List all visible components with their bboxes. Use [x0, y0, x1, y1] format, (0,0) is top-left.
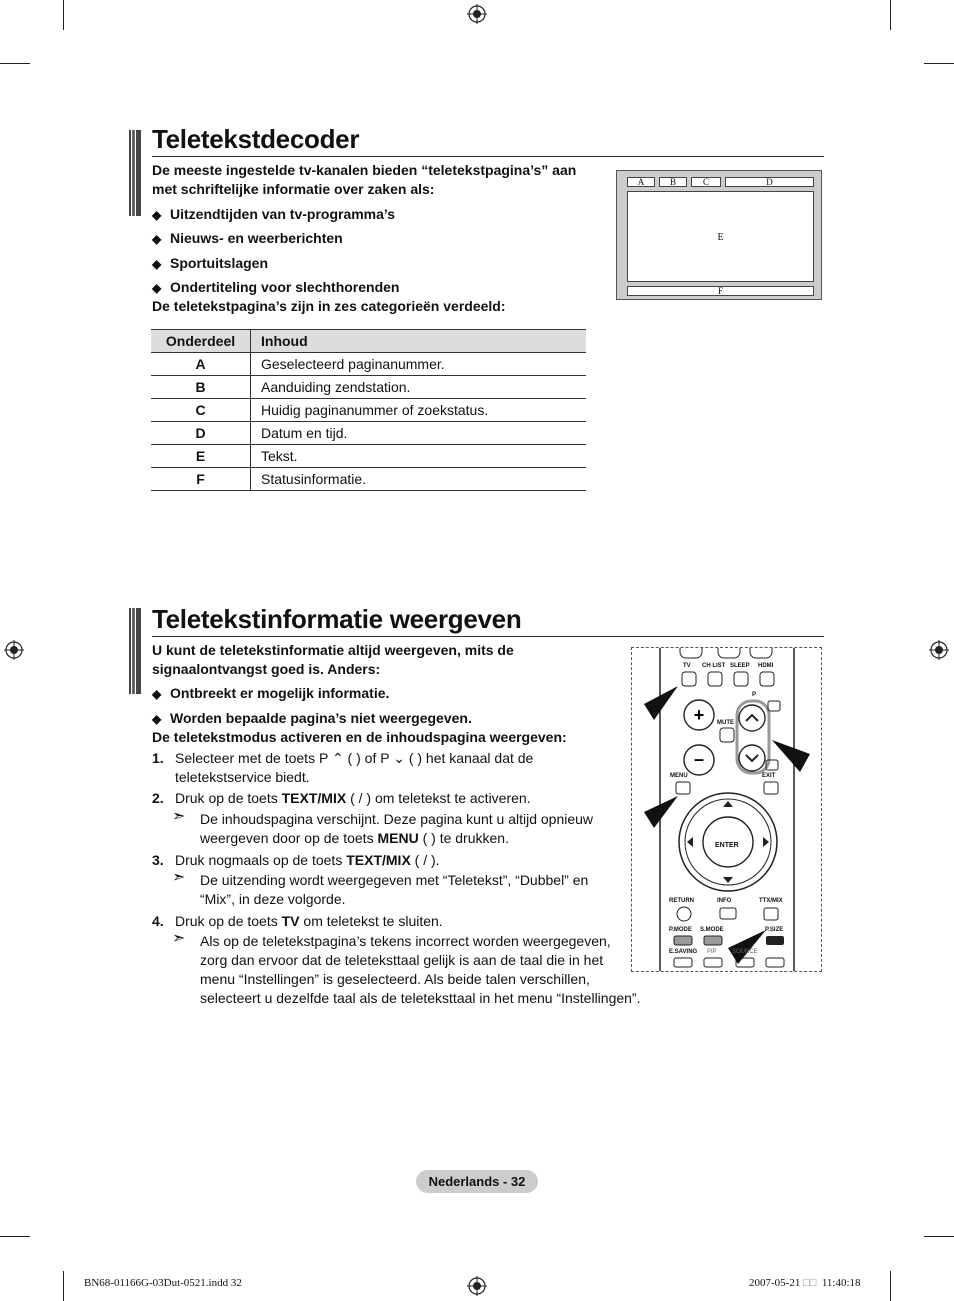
screen-label-a: A: [627, 177, 655, 187]
table-header: Onderdeel: [151, 330, 251, 353]
screen-label-f: F: [627, 286, 814, 296]
table-row: F Statusinformatie.: [151, 468, 586, 491]
display-intro: U kunt de teletekstinformatie altijd weergeven, mits de signaalontvangst goed is. Anders:: [152, 642, 514, 677]
registration-mark-icon: [929, 640, 949, 660]
section-title-display: Teletekstinformatie weergeven: [152, 604, 522, 634]
remote-source-label: SOURCE: [732, 949, 758, 955]
screen-label-e: E: [627, 191, 814, 282]
remote-control-illustration: [631, 647, 822, 972]
table-row: D Datum en tijd.: [151, 422, 586, 445]
bullet-item: ◆ Ontbreekt er mogelijk informatie.: [152, 685, 390, 701]
remote-info-label: INFO: [717, 898, 732, 904]
remote-hdmi-label: HDMI: [758, 663, 774, 669]
remote-tv-label: TV: [683, 663, 691, 669]
crop-mark: [0, 1236, 30, 1237]
remote-ttx-label: TTX/MIX: [759, 898, 783, 904]
bullet-item: ◆ Ondertiteling voor slechthorenden: [152, 279, 400, 295]
remote-return-label: RETURN: [669, 898, 694, 904]
crop-mark: [924, 1236, 954, 1237]
heading-bar: [129, 130, 141, 216]
remote-enter-label: ENTER: [715, 842, 739, 849]
bullet-item: ◆ Sportuitslagen: [152, 255, 269, 271]
note-arrow-icon: ➣: [172, 869, 186, 886]
remote-body-icon: [632, 648, 822, 972]
registration-mark-icon: [467, 4, 487, 24]
page-number-badge: Nederlands - 32: [416, 1170, 538, 1193]
date-slug: 2007-05-21 □□ 11:40:18: [749, 1277, 861, 1289]
remote-exit-label: EXIT: [762, 773, 776, 779]
crop-mark: [0, 63, 30, 64]
bullet-item: ◆ Worden bepaalde pagina’s niet weergegeven.: [152, 710, 472, 726]
registration-mark-icon: [4, 640, 24, 660]
heading-rule: [152, 636, 824, 637]
categories-summary: De teletekstpagina’s zijn in zes categorieën verdeeld:: [152, 298, 506, 314]
table-header-row: [151, 330, 586, 353]
remote-esaving-label: E.SAVING: [669, 949, 698, 955]
decoder-intro: De meeste ingestelde tv-kanalen bieden “teletekstpagina’s” aan met schriftelijke informatie over zaken als:: [152, 162, 577, 197]
note-arrow-icon: ➣: [172, 808, 186, 825]
bullet-item: ◆ Nieuws- en weerberichten: [152, 230, 343, 246]
bullet-item: ◆ Uitzendtijden van tv-programma’s: [152, 206, 396, 222]
heading-rule: [152, 156, 824, 157]
svg-text:+: +: [693, 705, 705, 725]
file-slug: BN68-01166G-03Dut-0521.indd 32: [84, 1277, 242, 1289]
table-row: E Tekst.: [151, 445, 586, 468]
teletext-screen-diagram: [616, 170, 822, 300]
crop-mark: [890, 1271, 891, 1301]
remote-sleep-label: SLEEP: [730, 663, 750, 669]
table-row: C Huidig paginanummer of zoekstatus.: [151, 399, 586, 422]
svg-text:–: –: [693, 749, 705, 769]
remote-pmode-label: P.MODE: [669, 927, 692, 933]
category-table: [151, 329, 586, 491]
remote-menu-label: MENU: [670, 773, 688, 779]
remote-mute-label: MUTE: [717, 720, 734, 726]
screen-label-b: B: [659, 177, 687, 187]
table-header: Inhoud: [251, 330, 587, 353]
section-title-decoder: Teletekstdecoder: [152, 124, 360, 154]
crop-mark: [63, 1271, 64, 1301]
crop-mark: [63, 0, 64, 30]
remote-pip-label: PIP: [707, 949, 717, 955]
screen-label-c: C: [691, 177, 721, 187]
activate-lead: De teletekstmodus activeren en de inhoudspagina weergeven:: [152, 729, 567, 745]
note-arrow-icon: ➣: [172, 930, 186, 947]
remote-smode-label: S.MODE: [700, 927, 724, 933]
remote-chlist-label: CH LIST: [702, 663, 726, 669]
crop-mark: [890, 0, 891, 30]
table-row: B Aanduiding zendstation.: [151, 376, 586, 399]
registration-mark-icon: [467, 1276, 487, 1296]
remote-p-label: P: [752, 692, 757, 698]
crop-mark: [924, 63, 954, 64]
heading-bar: [129, 608, 141, 694]
remote-psize-label: P.SIZE: [765, 927, 784, 933]
table-row: A Geselecteerd paginanummer.: [151, 353, 586, 376]
screen-label-d: D: [725, 177, 814, 187]
